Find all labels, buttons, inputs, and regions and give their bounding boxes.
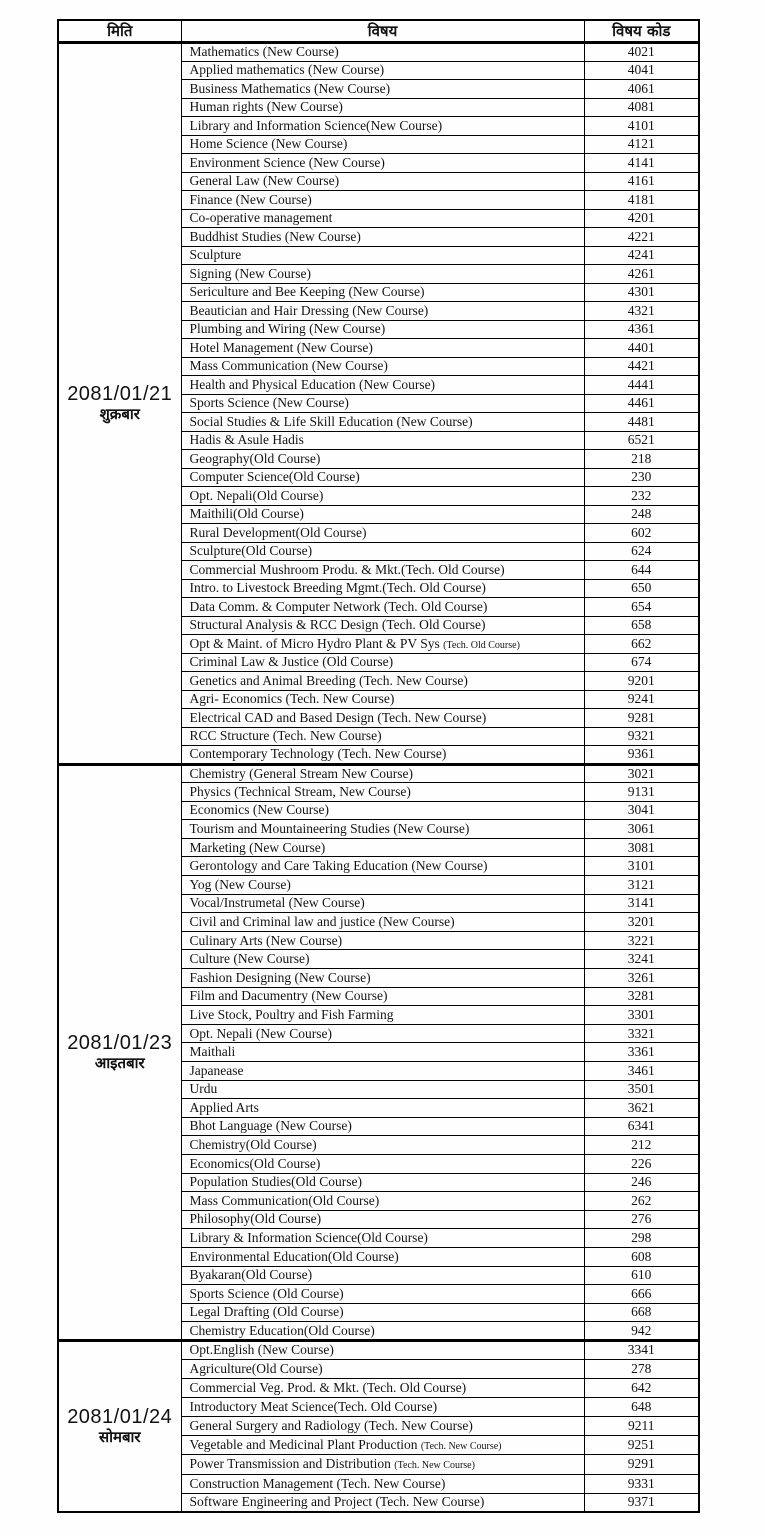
subject-cell <box>181 209 584 228</box>
code-cell: 3621 <box>584 1099 699 1118</box>
code-cell: 610 <box>584 1266 699 1285</box>
subject-cell <box>181 542 584 561</box>
code-cell: 4301 <box>584 283 699 302</box>
subject-name: Construction Management (Tech. New Course) <box>189 1475 446 1491</box>
code-cell: 4181 <box>584 191 699 210</box>
code-cell: 9251 <box>584 1436 699 1455</box>
subject-name: Sericulture and Bee Keeping (New Course) <box>189 284 425 300</box>
subject-name: Mathematics (New Course) <box>189 44 339 60</box>
subject-cell <box>181 1192 584 1211</box>
header-subject-code: विषय कोड <box>584 20 699 43</box>
code-cell: 4321 <box>584 302 699 321</box>
code-cell: 3041 <box>584 801 699 820</box>
subject-name: Structural Analysis & RCC Design (Tech. Old Course) <box>189 617 486 633</box>
date-cell <box>58 43 181 765</box>
code-cell: 4461 <box>584 394 699 413</box>
code-cell: 3321 <box>584 1024 699 1043</box>
code-cell: 3361 <box>584 1043 699 1062</box>
subject-name: Opt.English (New Course) <box>189 1342 334 1358</box>
code-cell: 602 <box>584 524 699 543</box>
subject-cell <box>181 950 584 969</box>
subject-cell <box>181 450 584 469</box>
date-cell <box>58 1340 181 1512</box>
code-cell: 3061 <box>584 820 699 839</box>
subject-name-suffix: (Tech. Old Course) <box>443 639 520 651</box>
subject-cell <box>181 709 584 728</box>
code-cell: 4361 <box>584 320 699 339</box>
code-cell: 3301 <box>584 1006 699 1025</box>
subject-name: Business Mathematics (New Course) <box>189 80 391 96</box>
subject-name: Population Studies(Old Course) <box>189 1174 362 1190</box>
subject-cell <box>181 468 584 487</box>
code-cell: 4261 <box>584 265 699 284</box>
code-cell: 4401 <box>584 339 699 358</box>
subject-name: Agriculture(Old Course) <box>189 1360 323 1376</box>
subject-cell <box>181 1117 584 1136</box>
subject-cell <box>181 1024 584 1043</box>
subject-cell <box>181 820 584 839</box>
code-cell: 9321 <box>584 727 699 746</box>
subject-name: Library & Information Science(Old Course) <box>189 1230 428 1246</box>
code-cell: 226 <box>584 1154 699 1173</box>
code-cell: 666 <box>584 1285 699 1304</box>
code-cell: 650 <box>584 579 699 598</box>
subject-cell <box>181 931 584 950</box>
code-cell: 9291 <box>584 1455 699 1474</box>
subject-name: Home Science (New Course) <box>189 136 348 152</box>
subject-name: Hotel Management (New Course) <box>189 339 373 355</box>
subject-cell <box>181 1154 584 1173</box>
subject-name: Genetics and Animal Breeding (Tech. New Course) <box>189 672 468 688</box>
exam-date: 2081/01/21 <box>67 382 173 405</box>
subject-cell <box>181 764 584 783</box>
code-cell: 3141 <box>584 894 699 913</box>
code-cell: 278 <box>584 1360 699 1379</box>
subject-cell <box>181 635 584 654</box>
subject-name: Chemistry (General Stream New Course) <box>189 765 413 781</box>
subject-name: Culture (New Course) <box>189 951 310 967</box>
code-cell: 608 <box>584 1247 699 1266</box>
subject-name: Chemistry(Old Course) <box>189 1137 317 1153</box>
subject-name: General Surgery and Radiology (Tech. New Course) <box>189 1418 473 1434</box>
subject-cell <box>181 320 584 339</box>
code-cell: 4121 <box>584 135 699 154</box>
code-cell: 4201 <box>584 209 699 228</box>
subject-name: Buddhist Studies (New Course) <box>189 228 361 244</box>
code-cell: 4481 <box>584 413 699 432</box>
subject-name: Vocal/Instrumetal (New Course) <box>189 895 365 911</box>
subject-name: Signing (New Course) <box>189 265 311 281</box>
code-cell: 4041 <box>584 61 699 80</box>
subject-name: Civil and Criminal law and justice (New Course) <box>189 913 455 929</box>
code-cell: 4421 <box>584 357 699 376</box>
code-cell: 4021 <box>584 43 699 62</box>
code-cell: 262 <box>584 1192 699 1211</box>
code-cell: 9211 <box>584 1417 699 1436</box>
subject-name: Health and Physical Education (New Course) <box>189 376 436 392</box>
code-cell: 246 <box>584 1173 699 1192</box>
subject-cell <box>181 135 584 154</box>
code-cell: 648 <box>584 1398 699 1417</box>
subject-cell <box>181 487 584 506</box>
code-cell: 6341 <box>584 1117 699 1136</box>
subject-cell <box>181 1340 584 1359</box>
code-cell: 662 <box>584 635 699 654</box>
subject-cell <box>181 876 584 895</box>
subject-name: Commercial Mushroom Produ. & Mkt.(Tech. Old Course) <box>189 561 505 577</box>
subject-name: Culinary Arts (New Course) <box>189 932 343 948</box>
subject-name: Marketing (New Course) <box>189 839 326 855</box>
subject-cell <box>181 1247 584 1266</box>
table-row <box>58 764 699 783</box>
subject-name: Tourism and Mountaineering Studies (New Course) <box>189 820 470 836</box>
subject-cell <box>181 1043 584 1062</box>
subject-name: Applied Arts <box>189 1099 259 1115</box>
header-date: मिति <box>58 20 181 43</box>
subject-cell <box>181 672 584 691</box>
subject-name: Environment Science (New Course) <box>189 154 385 170</box>
subject-cell <box>181 431 584 450</box>
code-cell: 9361 <box>584 746 699 765</box>
code-cell: 644 <box>584 561 699 580</box>
subject-name: Live Stock, Poultry and Fish Farming <box>189 1006 394 1022</box>
subject-name: Environmental Education(Old Course) <box>189 1248 399 1264</box>
subject-cell <box>181 1080 584 1099</box>
subject-name: Physics (Technical Stream, New Course) <box>189 783 411 799</box>
subject-cell <box>181 1474 584 1493</box>
exam-weekday: शुक्रबार <box>99 404 140 423</box>
subject-cell <box>181 690 584 709</box>
subject-name: Electrical CAD and Based Design (Tech. New Course) <box>189 709 487 725</box>
code-cell: 942 <box>584 1322 699 1341</box>
subject-name: Legal Drafting (Old Course) <box>189 1304 344 1320</box>
subject-cell <box>181 969 584 988</box>
code-cell: 4081 <box>584 98 699 117</box>
code-cell: 9331 <box>584 1474 699 1493</box>
subject-name: Bhot Language (New Course) <box>189 1118 352 1134</box>
code-cell: 654 <box>584 598 699 617</box>
subject-cell <box>181 302 584 321</box>
subject-cell <box>181 746 584 765</box>
subject-name: Film and Dacumentry (New Course) <box>189 988 388 1004</box>
subject-name: Urdu <box>189 1081 218 1097</box>
code-cell: 668 <box>584 1303 699 1322</box>
subject-cell <box>181 505 584 524</box>
subject-cell <box>181 339 584 358</box>
exam-schedule-table <box>57 19 700 1513</box>
code-cell: 624 <box>584 542 699 561</box>
subject-name: Vegetable and Medicinal Plant Production <box>189 1437 418 1453</box>
code-cell: 4101 <box>584 117 699 136</box>
subject-cell <box>181 783 584 802</box>
subject-name: Maithali <box>189 1044 236 1060</box>
subject-cell <box>181 598 584 617</box>
subject-name: RCC Structure (Tech. New Course) <box>189 728 382 744</box>
code-cell: 9371 <box>584 1493 699 1512</box>
code-cell: 9201 <box>584 672 699 691</box>
subject-name: Economics (New Course) <box>189 802 329 818</box>
subject-name: Yog (New Course) <box>189 876 291 892</box>
subject-name: General Law (New Course) <box>189 173 340 189</box>
subject-cell <box>181 524 584 543</box>
subject-cell <box>181 61 584 80</box>
subject-cell <box>181 801 584 820</box>
header-subject: विषय <box>181 20 584 43</box>
code-cell: 9241 <box>584 690 699 709</box>
subject-cell <box>181 283 584 302</box>
header-row <box>58 20 699 43</box>
code-cell: 3281 <box>584 987 699 1006</box>
subject-cell <box>181 357 584 376</box>
subject-name: Philosophy(Old Course) <box>189 1211 322 1227</box>
code-cell: 4141 <box>584 154 699 173</box>
subject-cell <box>181 579 584 598</box>
code-cell: 9281 <box>584 709 699 728</box>
subject-name: Sports Science (Old Course) <box>189 1285 344 1301</box>
subject-cell <box>181 1303 584 1322</box>
subject-cell <box>181 1455 584 1474</box>
code-cell: 3101 <box>584 857 699 876</box>
subject-name: Social Studies & Life Skill Education (New Course) <box>189 413 473 429</box>
subject-name: Opt. Nepali (New Course) <box>189 1025 332 1041</box>
subject-cell <box>181 172 584 191</box>
subject-name: Fashion Designing (New Course) <box>189 969 371 985</box>
subject-name: Software Engineering and Project (Tech. New Course) <box>189 1494 485 1510</box>
subject-name: Finance (New Course) <box>189 191 312 207</box>
subject-name: Economics(Old Course) <box>189 1155 321 1171</box>
date-cell <box>58 764 181 1340</box>
subject-cell <box>181 1493 584 1512</box>
subject-cell <box>181 1379 584 1398</box>
subject-name: Power Transmission and Distribution <box>189 1456 391 1472</box>
subject-cell <box>181 154 584 173</box>
code-cell: 3501 <box>584 1080 699 1099</box>
subject-cell <box>181 616 584 635</box>
code-cell: 3461 <box>584 1062 699 1081</box>
subject-name: Plumbing and Wiring (New Course) <box>189 321 386 337</box>
subject-name: Sculpture <box>189 247 242 263</box>
subject-name: Computer Science(Old Course) <box>189 469 360 485</box>
subject-name: Introductory Meat Science(Tech. Old Course) <box>189 1399 438 1415</box>
exam-date: 2081/01/23 <box>67 1031 173 1054</box>
subject-cell <box>181 1322 584 1341</box>
code-cell: 642 <box>584 1379 699 1398</box>
subject-cell <box>181 727 584 746</box>
subject-cell <box>181 394 584 413</box>
code-cell: 3081 <box>584 838 699 857</box>
subject-cell <box>181 117 584 136</box>
code-cell: 4161 <box>584 172 699 191</box>
subject-cell <box>181 413 584 432</box>
subject-name: Opt & Maint. of Micro Hydro Plant & PV Sys <box>189 635 440 651</box>
subject-name: Library and Information Science(New Course) <box>189 117 443 133</box>
code-cell: 3221 <box>584 931 699 950</box>
subject-name: Co-operative management <box>189 210 333 226</box>
subject-cell <box>181 1285 584 1304</box>
exam-weekday: सोमबार <box>98 1428 141 1447</box>
code-cell: 3261 <box>584 969 699 988</box>
subject-cell <box>181 191 584 210</box>
subject-cell <box>181 1266 584 1285</box>
subject-name: Contemporary Technology (Tech. New Course) <box>189 746 447 762</box>
code-cell: 3201 <box>584 913 699 932</box>
code-cell: 298 <box>584 1229 699 1248</box>
code-cell: 4441 <box>584 376 699 395</box>
exam-date: 2081/01/24 <box>67 1406 173 1429</box>
subject-cell <box>181 838 584 857</box>
subject-cell <box>181 1099 584 1118</box>
exam-weekday: आइतबार <box>94 1053 145 1072</box>
subject-name: Hadis & Asule Hadis <box>189 432 304 448</box>
subject-name: Rural Development(Old Course) <box>189 524 367 540</box>
code-cell: 248 <box>584 505 699 524</box>
subject-name: Mass Communication(Old Course) <box>189 1192 380 1208</box>
code-cell: 276 <box>584 1210 699 1229</box>
subject-cell <box>181 913 584 932</box>
subject-cell <box>181 376 584 395</box>
code-cell: 4061 <box>584 80 699 99</box>
subject-name-suffix: (Tech. New Course) <box>394 1460 475 1472</box>
code-cell: 9131 <box>584 783 699 802</box>
subject-cell <box>181 98 584 117</box>
table-row <box>58 1340 699 1359</box>
subject-cell <box>181 653 584 672</box>
subject-cell <box>181 1062 584 1081</box>
subject-name: Beautician and Hair Dressing (New Course) <box>189 302 429 318</box>
subject-cell <box>181 246 584 265</box>
subject-cell <box>181 265 584 284</box>
subject-name: Opt. Nepali(Old Course) <box>189 487 324 503</box>
subject-name: Mass Communication (New Course) <box>189 358 388 374</box>
subject-name: Commercial Veg. Prod. & Mkt. (Tech. Old Course) <box>189 1380 467 1396</box>
code-cell: 212 <box>584 1136 699 1155</box>
code-cell: 3241 <box>584 950 699 969</box>
subject-name-suffix: (Tech. New Course) <box>420 1441 502 1453</box>
subject-name: Intro. to Livestock Breeding Mgmt.(Tech. Old Course) <box>189 580 486 596</box>
subject-cell <box>181 1006 584 1025</box>
subject-name: Sports Science (New Course) <box>189 395 349 411</box>
subject-cell <box>181 987 584 1006</box>
subject-cell <box>181 228 584 247</box>
subject-name: Chemistry Education(Old Course) <box>189 1322 375 1338</box>
code-cell: 6521 <box>584 431 699 450</box>
subject-name: Human rights (New Course) <box>189 99 343 115</box>
subject-name: Maithili(Old Course) <box>189 506 304 522</box>
subject-cell <box>181 1229 584 1248</box>
code-cell: 232 <box>584 487 699 506</box>
table-row <box>58 43 699 62</box>
subject-name: Sculpture(Old Course) <box>189 543 313 559</box>
subject-cell <box>181 1210 584 1229</box>
subject-name: Agri- Economics (Tech. New Course) <box>189 691 395 707</box>
code-cell: 3021 <box>584 764 699 783</box>
code-cell: 4241 <box>584 246 699 265</box>
subject-cell <box>181 1417 584 1436</box>
subject-name: Gerontology and Care Taking Education (New Course) <box>189 858 488 874</box>
subject-cell <box>181 857 584 876</box>
subject-cell <box>181 561 584 580</box>
subject-cell <box>181 894 584 913</box>
subject-cell <box>181 1360 584 1379</box>
subject-cell <box>181 1173 584 1192</box>
code-cell: 218 <box>584 450 699 469</box>
subject-cell <box>181 43 584 62</box>
code-cell: 4221 <box>584 228 699 247</box>
subject-cell <box>181 1136 584 1155</box>
subject-name: Geography(Old Course) <box>189 450 321 466</box>
code-cell: 3341 <box>584 1340 699 1359</box>
subject-name: Byakaran(Old Course) <box>189 1267 313 1283</box>
subject-name: Criminal Law & Justice (Old Course) <box>189 654 394 670</box>
subject-name: Japanease <box>189 1062 244 1078</box>
subject-cell <box>181 1436 584 1455</box>
subject-name: Applied mathematics (New Course) <box>189 62 385 78</box>
subject-cell <box>181 1398 584 1417</box>
code-cell: 230 <box>584 468 699 487</box>
code-cell: 658 <box>584 616 699 635</box>
subject-cell <box>181 80 584 99</box>
code-cell: 3121 <box>584 876 699 895</box>
subject-name: Data Comm. & Computer Network (Tech. Old Course) <box>189 598 488 614</box>
code-cell: 674 <box>584 653 699 672</box>
